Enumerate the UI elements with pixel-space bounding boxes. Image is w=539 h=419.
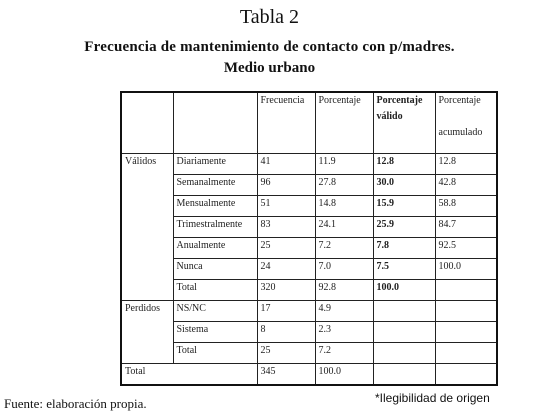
cell-porcentaje: 7.0 [315,259,373,280]
cell-porcentaje-acumulado: 58.8 [435,196,497,217]
row-label: Nunca [173,259,257,280]
group-label-total: Total [121,364,257,386]
cell-porcentaje-acumulado [435,280,497,301]
cell-frecuencia: 320 [257,280,315,301]
table-row [121,175,497,196]
table-row [121,196,497,217]
source-note: Fuente: elaboración propia. [4,396,147,411]
cell-porcentaje-valido [373,343,435,364]
cell-frecuencia: 51 [257,196,315,217]
frequency-table [120,91,498,386]
cell-porcentaje-valido: 7.5 [373,259,435,280]
cell-frecuencia: 25 [257,343,315,364]
row-label: Total [173,280,257,301]
cell-porcentaje-valido [373,364,435,386]
header-porcentaje-valido-line1: Porcentaje [376,95,423,106]
cell-porcentaje-valido: 12.8 [373,154,435,175]
cell-porcentaje-acumulado [435,322,497,343]
table-row [121,259,497,280]
cell-porcentaje-valido [373,301,435,322]
cell-frecuencia: 96 [257,175,315,196]
cell-frecuencia: 345 [257,364,315,386]
table-row [121,280,497,301]
header-frecuencia: Frecuencia [257,92,315,154]
table-row [121,238,497,259]
header-porcentaje-acumulado-line1: Porcentaje [438,95,481,106]
cell-porcentaje-acumulado [435,301,497,322]
cell-porcentaje-valido: 7.8 [373,238,435,259]
cell-porcentaje: 7.2 [315,343,373,364]
table-row-grand-total [121,364,497,386]
cell-frecuencia: 8 [257,322,315,343]
row-label: Mensualmente [173,196,257,217]
cell-frecuencia: 41 [257,154,315,175]
cell-porcentaje-valido [373,322,435,343]
header-empty-category [173,92,257,154]
header-porcentaje-valido-line2: válido [376,111,403,122]
table-row [121,322,497,343]
header-porcentaje: Porcentaje [315,92,373,154]
cell-porcentaje-valido: 25.9 [373,217,435,238]
row-label: NS/NC [173,301,257,322]
table-subtitle: Medio urbano [223,60,316,76]
cell-porcentaje-acumulado: 42.8 [435,175,497,196]
row-label: Sistema [173,322,257,343]
cell-frecuencia: 17 [257,301,315,322]
cell-porcentaje-acumulado: 92.5 [435,238,497,259]
header-empty-group [121,92,173,154]
row-label: Total [173,343,257,364]
cell-porcentaje-acumulado: 12.8 [435,154,497,175]
cell-porcentaje: 11.9 [315,154,373,175]
row-label: Semanalmente [173,175,257,196]
table-number-label: Tabla 2 [239,6,300,28]
cell-porcentaje-valido: 15.9 [373,196,435,217]
cell-porcentaje: 2.3 [315,322,373,343]
legibility-note: *Ilegibilidad de origen [375,391,490,405]
cell-porcentaje: 14.8 [315,196,373,217]
cell-frecuencia: 24 [257,259,315,280]
cell-frecuencia: 83 [257,217,315,238]
cell-porcentaje-acumulado: 84.7 [435,217,497,238]
cell-frecuencia: 25 [257,238,315,259]
table-title: Frecuencia de mantenimiento de contacto con p/madres. [84,39,455,55]
table-header-row [121,92,497,154]
table-row [121,154,497,175]
table-row [121,217,497,238]
group-label-validos: Válidos [121,154,173,301]
cell-porcentaje: 100.0 [315,364,373,386]
cell-porcentaje: 92.8 [315,280,373,301]
header-porcentaje-valido [373,92,435,154]
row-label: Anualmente [173,238,257,259]
header-porcentaje-acumulado-line2: acumulado [438,127,483,138]
table-row [121,301,497,322]
cell-porcentaje-valido: 100.0 [373,280,435,301]
cell-porcentaje: 27.8 [315,175,373,196]
cell-porcentaje-valido: 30.0 [373,175,435,196]
group-label-perdidos: Perdidos [121,301,173,364]
row-label: Trimestralmente [173,217,257,238]
cell-porcentaje: 24.1 [315,217,373,238]
header-porcentaje-acumulado [435,92,497,154]
cell-porcentaje-acumulado [435,343,497,364]
cell-porcentaje: 4.9 [315,301,373,322]
cell-porcentaje-acumulado: 100.0 [435,259,497,280]
cell-porcentaje: 7.2 [315,238,373,259]
cell-porcentaje-acumulado [435,364,497,386]
row-label: Diariamente [173,154,257,175]
table-row [121,343,497,364]
